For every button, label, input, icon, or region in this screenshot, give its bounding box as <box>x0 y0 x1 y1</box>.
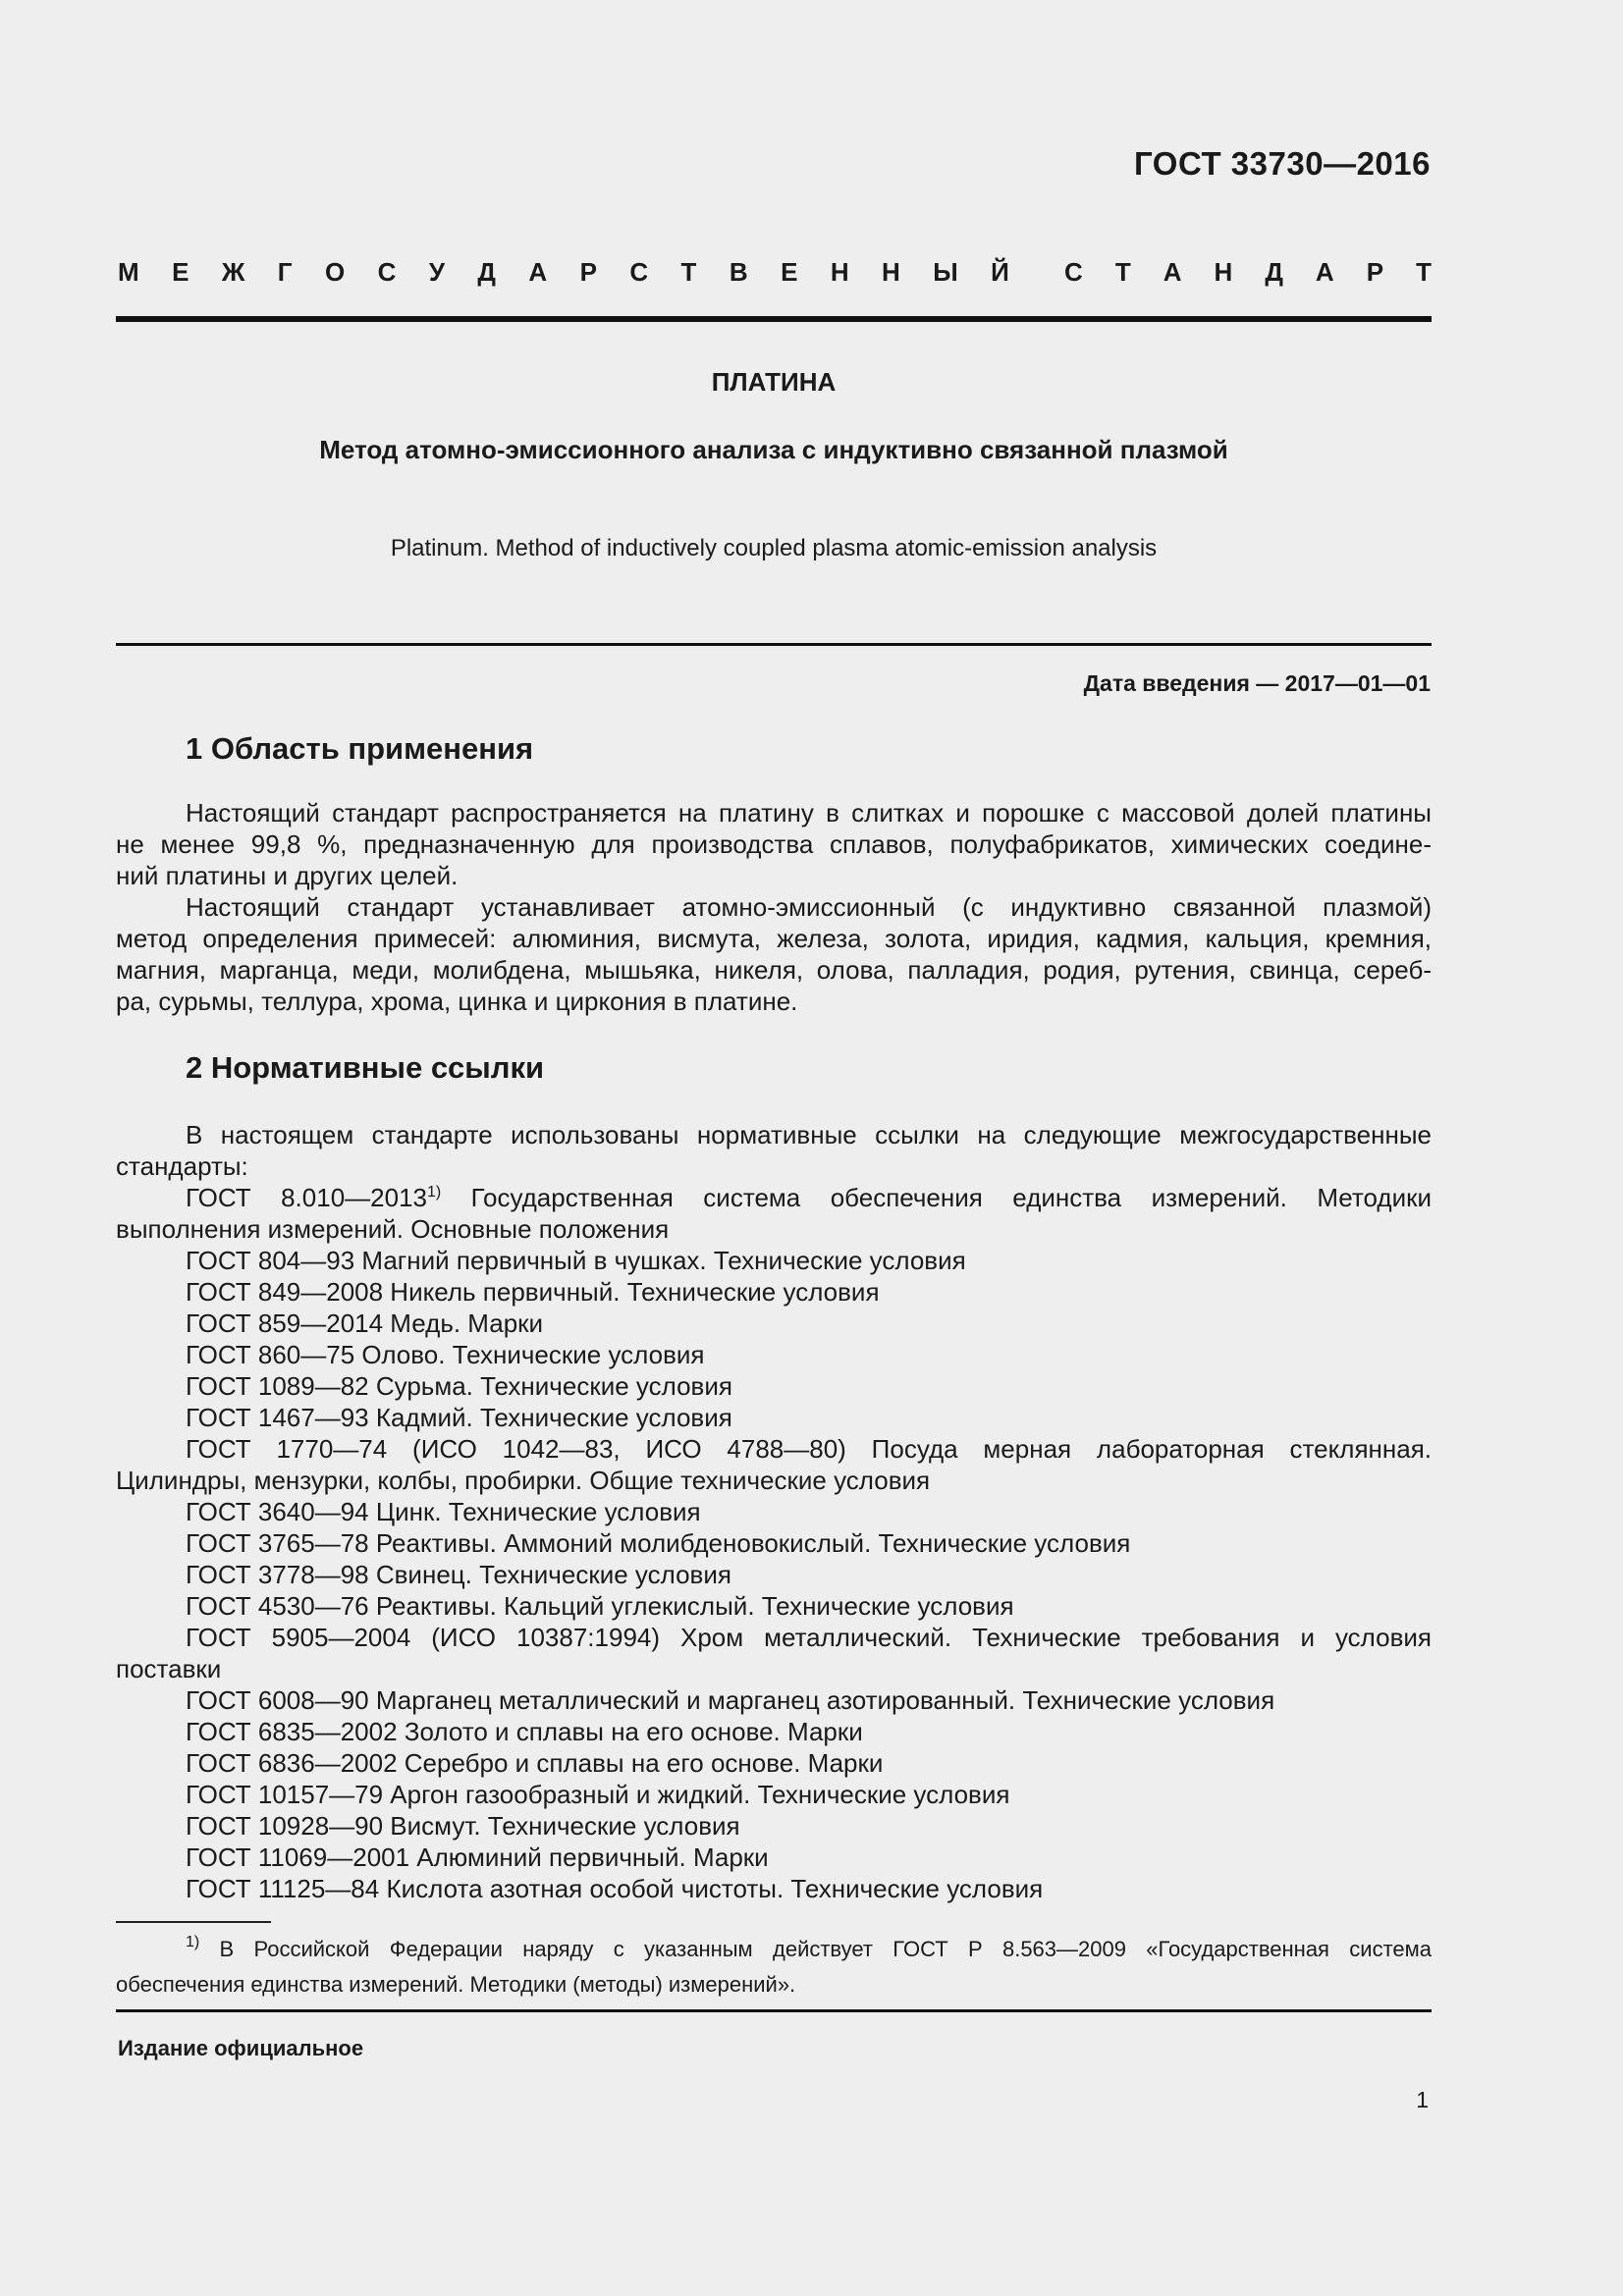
banner-letter: Е <box>781 257 798 287</box>
section-2-body <box>116 1119 1432 1904</box>
reference-line: ГОСТ 10928—90 Висмут. Технические условия <box>186 1811 740 1841</box>
header-rule <box>116 316 1432 322</box>
footnote-line: обеспечения единства измерений. Методики (методы) измерений». <box>116 1972 796 1997</box>
text-line: ний платины и других целей. <box>116 861 459 890</box>
banner-letter: О <box>324 257 346 287</box>
reference-line: ГОСТ 5905—2004 (ИСО 10387:1994) Хром металлический. Технические требования и условия <box>186 1623 1432 1652</box>
banner-letter: Н <box>1214 257 1233 287</box>
reference-line: ГОСТ 6836—2002 Серебро и сплавы на его основе. Марки <box>186 1748 884 1778</box>
section-2-heading: 2 Нормативные ссылки <box>186 1050 545 1085</box>
reference-line: ГОСТ 11125—84 Кислота азотная особой чистоты. Технические условия <box>186 1874 1044 1903</box>
document-subtitle: Метод атомно-эмиссионного анализа с индуктивно связанной плазмой <box>319 435 1228 464</box>
interstate-standard-banner <box>118 257 1432 288</box>
introduction-date: Дата введения — 2017—01—01 <box>1083 670 1431 696</box>
text-line: В настоящем стандарте использованы нормативные ссылки на следующие межгосударственные <box>186 1120 1432 1149</box>
text-line: Цилиндры, мензурки, колбы, пробирки. Общие технические условия <box>116 1466 931 1495</box>
banner-letter: Н <box>830 257 849 287</box>
banner-letter: А <box>528 257 548 287</box>
footnote-separator <box>116 1921 271 1923</box>
banner-letter: Д <box>477 257 496 287</box>
official-edition-label: Издание официальное <box>118 2036 364 2060</box>
reference-title: Государственная система обеспечения единства измерений. Методики <box>441 1183 1433 1212</box>
document-number: ГОСТ 33730—2016 <box>1134 145 1431 182</box>
banner-letter: В <box>729 257 748 287</box>
reference-line: ГОСТ 804—93 Магний первичный в чушках. Технические условия <box>186 1246 966 1275</box>
reference-line: ГОСТ 3778—98 Свинец. Технические условия <box>186 1560 731 1589</box>
banner-letter: Й <box>991 257 1009 287</box>
banner-letter: С <box>629 257 649 287</box>
text-line: магния, марганца, меди, молибдена, мышьяка, никеля, олова, палладия, родия, рутения, свинца, сереб- <box>116 955 1432 985</box>
banner-letter: Т <box>1416 257 1432 287</box>
reference-line: ГОСТ 1770—74 (ИСО 1042—83, ИСО 4788—80) Посуда мерная лабораторная стеклянная. <box>186 1434 1432 1464</box>
banner-letter: Ы <box>933 257 958 287</box>
page-number: 1 <box>1416 2087 1429 2112</box>
text-line: поставки <box>116 1654 222 1683</box>
text-line: ра, сурьмы, теллура, хрома, цинка и циркония в платине. <box>116 987 798 1016</box>
banner-word-standard <box>1064 257 1432 288</box>
text-line: выполнения измерений. Основные положения <box>116 1214 670 1244</box>
reference-line: ГОСТ 10157—79 Аргон газообразный и жидкий. Технические условия <box>186 1780 1010 1809</box>
reference-code: ГОСТ 8.010—2013 <box>186 1183 427 1212</box>
section-1-body <box>116 797 1432 1017</box>
reference-line <box>116 1182 1432 1213</box>
reference-line: ГОСТ 11069—2001 Алюминий первичный. Марки <box>186 1842 769 1872</box>
english-title: Platinum. Method of inductively coupled plasma atomic-emission analysis <box>390 535 1158 561</box>
footer-rule <box>116 2009 1432 2012</box>
banner-letter: У <box>428 257 445 287</box>
banner-letter: Е <box>172 257 189 287</box>
banner-letter: Ж <box>221 257 245 287</box>
banner-letter: С <box>377 257 397 287</box>
banner-letter: М <box>118 257 139 287</box>
title-divider <box>116 643 1432 646</box>
footnote-line <box>116 1932 1432 1967</box>
footnote-ref: 1) <box>427 1184 442 1201</box>
reference-line: ГОСТ 1089—82 Сурьма. Технические условия <box>186 1371 732 1401</box>
text-line: метод определения примесей: алюминия, висмута, железа, золота, иридия, кадмия, кальция, кремния, <box>116 924 1432 953</box>
banner-letter: Р <box>579 257 597 287</box>
banner-letter: Т <box>680 257 697 287</box>
banner-letter: Р <box>1366 257 1384 287</box>
reference-line: ГОСТ 3765—78 Реактивы. Аммоний молибденовокислый. Технические условия <box>186 1528 1131 1558</box>
banner-letter: А <box>1315 257 1334 287</box>
reference-line: ГОСТ 849—2008 Никель первичный. Технические условия <box>186 1277 880 1307</box>
footnote-text: В Российской Федерации наряду с указанным действует ГОСТ Р 8.563—2009 «Государственная система <box>199 1937 1432 1961</box>
banner-letter: Г <box>277 257 293 287</box>
reference-line: ГОСТ 4530—76 Реактивы. Кальций углекислый. Технические условия <box>186 1591 1014 1621</box>
reference-line: ГОСТ 859—2014 Медь. Марки <box>186 1308 544 1338</box>
banner-word-interstate <box>118 257 1009 288</box>
banner-letter: Т <box>1114 257 1131 287</box>
reference-line: ГОСТ 6008—90 Марганец металлический и марганец азотированный. Технические условия <box>186 1685 1275 1715</box>
footnote <box>116 1932 1432 2002</box>
text-line: Настоящий стандарт распространяется на платину в слитках и порошке с массовой долей платины <box>186 798 1432 828</box>
reference-line: ГОСТ 3640—94 Цинк. Технические условия <box>186 1497 701 1526</box>
reference-line: ГОСТ 860—75 Олово. Технические условия <box>186 1340 705 1369</box>
section-1-heading: 1 Область применения <box>186 731 534 766</box>
banner-letter: С <box>1064 257 1083 287</box>
text-line: не менее 99,8 %, предназначенную для производства сплавов, полуфабрикатов, химических соедине- <box>116 829 1432 859</box>
reference-line: ГОСТ 1467—93 Кадмий. Технические условия <box>186 1403 732 1432</box>
footnote-marker: 1) <box>186 1934 200 1950</box>
banner-letter: Н <box>882 257 900 287</box>
banner-letter: А <box>1163 257 1182 287</box>
text-line: стандарты: <box>116 1151 248 1181</box>
reference-line: ГОСТ 6835—2002 Золото и сплавы на его основе. Марки <box>186 1717 863 1746</box>
text-line: Настоящий стандарт устанавливает атомно-эмиссионный (с индуктивно связанной плазмой) <box>186 892 1432 922</box>
banner-letter: Д <box>1265 257 1283 287</box>
document-title: ПЛАТИНА <box>711 367 837 397</box>
